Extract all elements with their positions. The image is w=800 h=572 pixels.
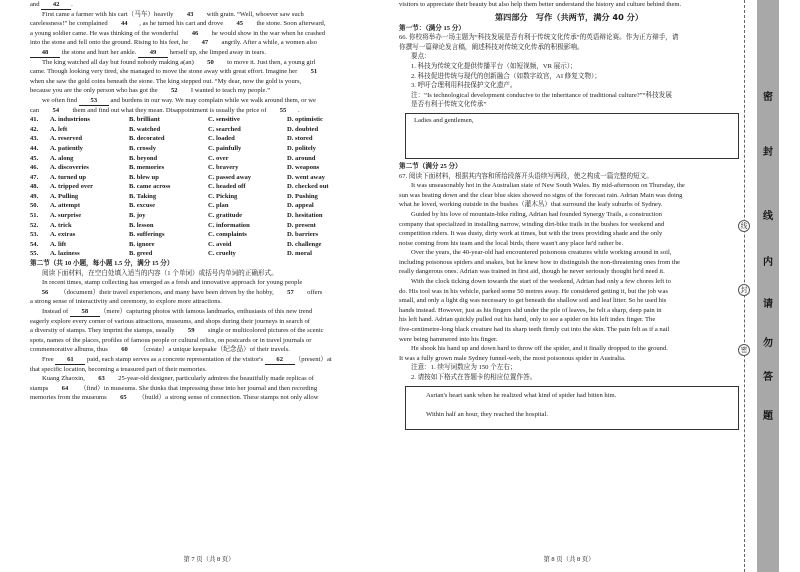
points-list — [399, 62, 739, 91]
option-choice: A. surprise — [50, 212, 82, 220]
passage-line: The king watched all day but found nobody making a(an) 50 to move it. Just then, a young girl — [30, 58, 388, 68]
passage-line: carelessness!” he complained 44 , as he turned his cart and drove 45 the stone. Soon afterward, — [30, 19, 388, 29]
blank-61: 61 — [55, 356, 85, 365]
option-choice: D. challenge — [287, 240, 322, 248]
option-choice: A. left — [50, 125, 68, 133]
seal-char: 内 — [763, 257, 773, 268]
option-choice: D. appeal — [287, 202, 314, 210]
option-row — [30, 173, 388, 183]
seal-circle: 线 — [738, 220, 750, 232]
passage-line: into the stone and fell onto the ground. Rising to his feet, he 47 angrily. After a while, a women also — [30, 38, 388, 48]
option-choice: D. present — [287, 221, 316, 229]
option-choice: B. blew up — [129, 173, 159, 181]
story-line: Guided by his love of mountain-bike riding, Adrian had founded Synergy Trails, a construction — [411, 210, 662, 218]
blank-55: 55 — [268, 107, 298, 116]
point-item: 1. 科技为传统文化提供传播平台（如短视频，VR 展示）； — [411, 62, 577, 70]
seal-char: 线 — [763, 211, 773, 222]
story-line: hands instead. However, just as his fingers slid under the pile of leaves, he felt a sharp, deep pain in — [399, 306, 662, 314]
option-choice: D. weapons — [287, 164, 320, 172]
option-choice: B. excuse — [129, 202, 156, 210]
blank-59: 59 — [176, 327, 206, 336]
writing-section2-heading: 第二节（满分 25 分） — [399, 162, 462, 170]
grammar-line: Free 61 paid, each stamp serves as a concrete representation of the visitor's 62 （present）at — [30, 355, 388, 365]
seal-char: 题 — [763, 411, 773, 422]
option-choice: B. beyond — [129, 154, 158, 162]
option-row — [30, 211, 388, 221]
option-choice: C. gratitude — [208, 212, 243, 220]
seal-char: 封 — [763, 147, 773, 158]
question-number: 50. — [30, 202, 39, 210]
box1-text: Ladies and gentlemen, — [414, 116, 474, 124]
grammar-line: that specific location, becoming a treasured part of their memories. — [30, 365, 207, 373]
blank-64: 64 — [50, 385, 80, 394]
debate-note — [399, 91, 739, 110]
story-line: sun was beating down and the clear blue skies showed no signs of the forecast rain. Adrian Main was doing — [399, 191, 683, 199]
option-choice: D. politely — [287, 144, 316, 152]
grammar-line: Instead of 58 （mere）capturing photos with famous landmarks, enthusiasts of this new trend — [30, 307, 388, 317]
passage-line: and 42 . — [30, 0, 388, 10]
option-choice: B. brilliant — [129, 116, 160, 124]
passage-line: a young soldier came. He was thinking of the wonderful 46 he would show in the war when he crashed — [30, 29, 388, 39]
option-row — [30, 125, 388, 135]
point-item: 2. 科技促进传统与现代的创新融合（如数字故宫，AI 修复文物）； — [411, 72, 601, 80]
option-choice: B. crossly — [129, 144, 156, 152]
option-choice: C. bravery — [208, 164, 239, 172]
option-choice: A. attempt — [50, 202, 81, 210]
option-choice: D. stored — [287, 135, 313, 143]
blank-49: 49 — [138, 49, 168, 58]
grammar-line: In recent times, stamp collecting has emerged as a fresh and innovative approach for young people — [42, 279, 303, 287]
option-row — [30, 192, 388, 202]
option-choice: B. ignore — [129, 240, 155, 248]
option-choice: C. cruelty — [208, 250, 236, 258]
story-line: Over the years, the 40-year-old had encountered poisonous creatures while working around in soil, — [411, 249, 672, 257]
grammar-line: Kuang Zhaoxin, 63 25-year-old designer, particularly admires the beautifully made replicas of — [30, 374, 388, 384]
option-choice: C. plan — [208, 202, 229, 210]
option-choice: A. Pulling — [50, 192, 79, 200]
seal-char: 勿 — [763, 338, 773, 349]
option-choice: A. discoveries — [50, 164, 89, 172]
option-row — [30, 115, 388, 125]
option-choice: C. over — [208, 154, 229, 162]
option-choice: C. passed away — [208, 173, 252, 181]
option-choice: A. trick — [50, 221, 72, 229]
option-choice: C. loaded — [208, 135, 235, 143]
grammar-passage — [30, 278, 388, 403]
grammar-continuation: visitors to appreciate their beauty but also help them better understand the history and culture behind them. — [399, 1, 682, 8]
writing-section1-heading: 第一节：（满分 15 分） — [399, 24, 465, 32]
option-row — [30, 221, 388, 231]
question-number: 53. — [30, 231, 39, 239]
note-line: 是否有利于传统文化传承” — [411, 101, 487, 109]
passage-line: when she saw the gold coins beneath the stone. The king stepped out. “My dear, now the gold is yours, — [30, 77, 302, 85]
section2-heading: 第二节（共 10 小题，每小题 1.5 分，满分 15 分） — [30, 260, 174, 268]
note-item: 注意：1. 续写词数应为 150 个左右； — [411, 364, 517, 372]
blank-47: 47 — [190, 39, 220, 48]
story-line: competition riders. It was dusty, dirty work at times, but with the trees providing shade and the only — [399, 230, 663, 238]
story-line: It was unseasonably hot in the Australian state of New South Wales. By mid-afternoon on Thursday, the — [411, 182, 685, 190]
part4-title: 第四部分 写作（共两节，满分 40 分） — [494, 11, 644, 22]
option-choice: A. turned up — [50, 173, 87, 181]
option-choice: B. lesson — [129, 221, 154, 229]
blank-53: 53 — [79, 97, 109, 106]
blank-51: 51 — [299, 68, 329, 77]
seal-char: 请 — [763, 299, 773, 310]
cloze-passage — [30, 0, 388, 115]
option-choice: D. hesitation — [287, 212, 323, 220]
option-choice: A. reserved — [50, 135, 83, 143]
question-67 — [399, 172, 739, 182]
blank-48: 48 — [30, 49, 60, 58]
option-row — [30, 144, 388, 154]
passage-line: First came a farmer with his cart（马车）heavily 43 with grain. “Well, whoever saw such — [30, 10, 388, 20]
cloze-options — [30, 115, 388, 259]
story-line: five-centimetre-long black creature had its sharp teeth firmly cut into the skin. The pain felt as if a nail — [399, 326, 670, 334]
blank-65: 65 — [108, 394, 138, 403]
blank-56: 56 — [30, 289, 60, 298]
story-line: really dangerous ones. Adrian was trained in first aid, though he never seriously thought he'd need it. — [399, 268, 665, 276]
question-number: 43. — [30, 135, 39, 143]
grammar-line: a diversity of stamps. They imprint the stamps, usually 59 single or multicolored pictures of the scenic — [30, 326, 388, 336]
story-line: He shook his hand up and down hard to throw off the spider, and it finally dropped to the ground. — [411, 345, 668, 353]
option-choice: A. lift — [50, 240, 67, 248]
grammar-line: spots, names of the places, profiles of famous people or cultural relics, on postcards or in travel journals or — [30, 336, 312, 344]
point-item: 3. 呼吁合理利用科技保护文化遗产。 — [411, 82, 517, 90]
blank-58: 58 — [70, 308, 100, 317]
question-number: 52. — [30, 221, 39, 229]
option-choice: B. greed — [129, 250, 153, 258]
option-choice: B. Taking — [129, 192, 157, 200]
option-choice: C. painfully — [208, 144, 242, 152]
blank-42: 42 — [41, 1, 71, 10]
story-line: noise coming from his team and the local birds, there wasn't any place he'd rather be. — [399, 239, 624, 247]
story-line: were being hammered into his finger. — [399, 335, 498, 343]
option-choice: C. information — [208, 221, 250, 229]
option-choice: C. headed off — [208, 183, 246, 191]
question-number: 45. — [30, 154, 39, 162]
option-choice: C. avoid — [208, 240, 232, 248]
question-number: 47. — [30, 173, 39, 181]
story-line: company that specialized in installing narrow, winding dirt-bike trails in the bushes for weekend and — [399, 220, 665, 228]
option-choice: A. along — [50, 154, 74, 162]
blank-44: 44 — [109, 20, 139, 29]
story-line: his left hand. Adrian quickly pulled out his hand, only to see a spider on his left index finger. The — [399, 316, 656, 324]
grammar-line: eagerly explore every corner of various attractions, museums, and shops during their journeys in search of — [30, 317, 310, 325]
option-choice: B. decorated — [129, 135, 165, 143]
blank-60: 60 — [109, 346, 139, 355]
passage-line: came. Though looking very tired, she managed to move the stone away with great effort. Imagine her 51 — [30, 67, 388, 77]
option-choice: C. Picking — [208, 192, 238, 200]
story-passage — [399, 181, 739, 363]
question-number: 44. — [30, 144, 39, 152]
option-choice: D. optimistic — [287, 116, 323, 124]
story-line: do. His tool was in his vehicle, parked some 50 metres away. He considered getting it, but the job was — [399, 287, 668, 295]
passage-line: because you are the only person who has got the 52 I wanted to teach my people.” — [30, 86, 388, 96]
box2-line-1: Asrian's heart sank when he realized what kind of spider had bitten him. — [426, 391, 617, 399]
seal-circle: 封 — [738, 284, 750, 296]
right-page — [399, 0, 739, 572]
option-choice: A. patiently — [50, 144, 83, 152]
option-choice: D. went away — [287, 173, 325, 181]
question-66 — [399, 33, 739, 52]
question-number: 42. — [30, 125, 39, 133]
grammar-line: commemorative albums, thus 60 （create）a unique keepsake（纪念品）of their travels. — [30, 345, 388, 355]
option-choice: D. checked out — [287, 183, 329, 191]
blank-43: 43 — [175, 11, 205, 20]
answer-box-66 — [405, 113, 739, 159]
option-choice: C. sensitive — [208, 116, 240, 124]
story-line: It was a fully grown male Sydney funnel-web, the most poisonous spider in Australia. — [399, 354, 626, 362]
option-choice: B. came across — [129, 183, 171, 191]
blank-63: 63 — [87, 375, 117, 384]
blank-62: 62 — [265, 356, 295, 365]
option-choice: A. industrions — [50, 116, 90, 124]
blank-50: 50 — [195, 59, 225, 68]
writing-notes — [399, 363, 739, 382]
passage-line: 48 the stone and hurt her ankle. 49 herself up, she limped away in tears. — [30, 48, 388, 58]
option-choice: D. around — [287, 154, 316, 162]
seal-char: 答 — [763, 372, 773, 383]
note-item: 2. 请按如下格式在答题卡的相应位置作答。 — [411, 374, 537, 381]
seal-circle: 密 — [738, 344, 750, 356]
blank-45: 45 — [225, 20, 255, 29]
question-number: 55. — [30, 250, 39, 258]
option-choice: A. tripped over — [50, 183, 94, 191]
option-row — [30, 201, 388, 211]
option-choice: D. barriers — [287, 231, 319, 239]
option-row — [30, 134, 388, 144]
left-page — [30, 0, 388, 572]
question-number: 49. — [30, 192, 39, 200]
box2-line-2: Within half an hour, they reached the hospital. — [426, 411, 548, 419]
passage-line: we often find 53 and burdens in our way. We may complain while we walk around them, or we — [30, 96, 388, 106]
story-line: small, and only a light dig was necessary to get beneath the shallow soil and leaf litter. So he used his — [399, 297, 667, 305]
grammar-line: stamps 64 （find）in museums. She thinks that impressing these into her journal and then recording — [30, 384, 388, 394]
option-choice: A. laziness — [50, 250, 80, 258]
option-choice: B. sufferings — [129, 231, 165, 239]
story-line: With the clock ticking down towards the start of the weekend, Adrian had only a few chores left to — [411, 278, 671, 286]
option-row — [30, 163, 388, 173]
page-number-8: 第 8 页（共 8 页） — [543, 556, 595, 563]
question-number: 41. — [30, 116, 39, 124]
option-choice: B. joy — [129, 212, 146, 220]
question-number: 51. — [30, 212, 39, 220]
blank-46: 46 — [180, 30, 210, 39]
blank-54: 54 — [41, 107, 71, 116]
option-choice: C. searched — [208, 125, 241, 133]
option-choice: D. moral — [287, 250, 312, 258]
section2-instructions: 阅读下面材料，在空白处填入适当的内容（1 个单词）或括号内单词的正确形式。 — [42, 269, 278, 277]
option-row — [30, 230, 388, 240]
q66-line: 66. 你校将举办一场主题为“科技发展是否有利于传统文化传承”的英语辩论赛。作为正方辩手，请 — [399, 34, 679, 42]
option-choice: D. Pushing — [287, 192, 318, 200]
blank-52: 52 — [159, 87, 189, 96]
question-number: 46. — [30, 164, 39, 172]
binding-side-bar — [757, 0, 779, 572]
grammar-line: memories from the museums 65 （build）a strong sense of connection. These stamps not only allow — [30, 393, 388, 403]
option-choice: A. extras — [50, 231, 76, 239]
page-number-7: 第 7 页（共 8 页） — [183, 556, 235, 563]
question-number: 48. — [30, 183, 39, 191]
option-row — [30, 154, 388, 164]
option-row — [30, 249, 388, 259]
option-choice: D. doubted — [287, 125, 319, 133]
option-row — [30, 182, 388, 192]
q66-line: 你撰写一篇辩论发言稿，阐述科技对传统文化传承的积极影响。 — [399, 43, 584, 51]
question-number: 54. — [30, 240, 39, 248]
blank-57: 57 — [275, 289, 305, 298]
story-line: including poisonous spiders and snakes, but he knew how to distinguish the non-threatening ones from the — [399, 258, 680, 266]
answer-box-67 — [405, 386, 739, 430]
q67-line: 67. 阅读下面材料，根据其内容和所给段落开头语续写两段，使之构成一篇完整的短文。 — [399, 172, 653, 180]
passage-line: can 54 them and find out what they mean. Disappointment is usually the price of 55 . — [30, 106, 388, 116]
grammar-line: 56 （document）their travel experiences, and many have been driven by the hobby, 57 offers — [30, 288, 388, 298]
option-row — [30, 240, 388, 250]
option-choice: C. complaints — [208, 231, 247, 239]
grammar-line: a strong sense of interactivity and ceremony, to explore more attractions. — [30, 298, 222, 306]
option-choice: B. memories — [129, 164, 165, 172]
note-line: 注：“Is technological development conducive to the inheritance of traditional culture?”“科技发展 — [411, 91, 672, 99]
seal-char: 密 — [763, 92, 773, 103]
story-line: what he loved, working outside in the bushes（灌木丛）that surround the leafy suburbs of Sydney. — [399, 201, 663, 209]
points-label: 要点： — [411, 53, 431, 61]
option-choice: B. watched — [129, 125, 161, 133]
